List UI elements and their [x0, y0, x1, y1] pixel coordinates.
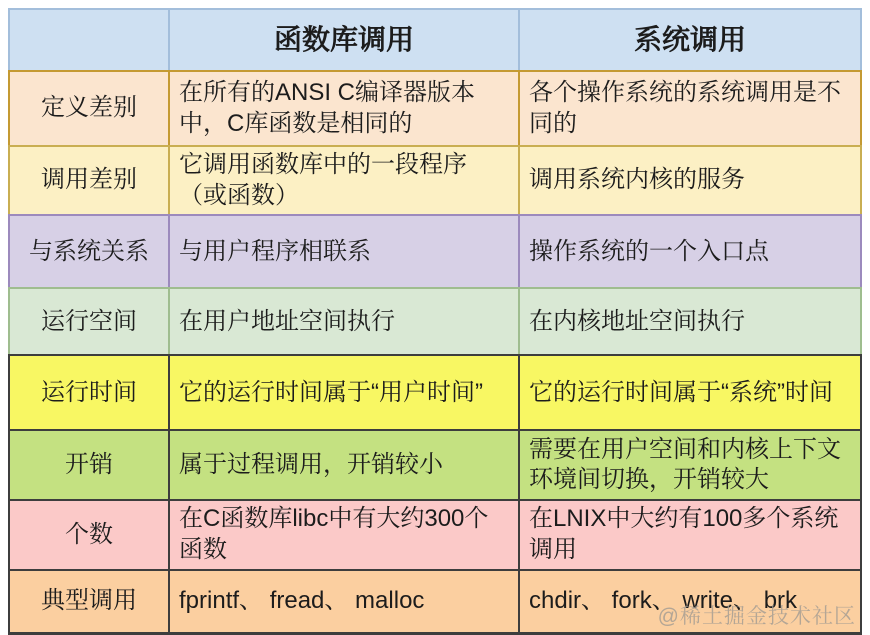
library-call-cell: 在用户地址空间执行	[168, 287, 518, 354]
system-call-cell: 操作系统的一个入口点	[518, 214, 862, 287]
system-call-cell: 各个操作系统的系统调用是不同的	[518, 70, 862, 145]
watermark: @稀土掘金技术社区	[657, 605, 856, 628]
header-cell-library-call: 函数库调用	[168, 8, 518, 70]
system-call-cell: 调用系统内核的服务	[518, 145, 862, 214]
table-row	[8, 70, 862, 145]
system-call-cell: 需要在用户空间和内核上下文环境间切换，开销较大	[518, 429, 862, 499]
table-row	[8, 569, 862, 635]
library-call-cell: 它的运行时间属于“用户时间”	[168, 354, 518, 429]
system-call-cell: 在LNIX中大约有100多个系统调用	[518, 499, 862, 568]
system-call-cell: chdir、 fork、 write、 brk	[518, 569, 862, 635]
table-row	[8, 287, 862, 354]
system-call-cell: 它的运行时间属于“系统”时间	[518, 354, 862, 429]
table-row	[8, 145, 862, 214]
row-label-cell: 定义差别	[8, 70, 168, 145]
library-call-cell: 它调用函数库中的一段程序（或函数）	[168, 145, 518, 214]
library-call-cell: 在所有的ANSI C编译器版本中，C库函数是相同的	[168, 70, 518, 145]
table-row	[8, 499, 862, 568]
table-row	[8, 214, 862, 287]
table-row	[8, 354, 862, 429]
header-cell-system-call: 系统调用	[518, 8, 862, 70]
library-call-cell: 与用户程序相联系	[168, 214, 518, 287]
comparison-table	[8, 8, 862, 635]
header-cell-empty	[8, 8, 168, 70]
row-label-cell: 开销	[8, 429, 168, 499]
library-call-cell: 属于过程调用，开销较小	[168, 429, 518, 499]
row-label-cell: 个数	[8, 499, 168, 568]
header-row	[8, 8, 862, 70]
row-label-cell: 典型调用	[8, 569, 168, 635]
table-row	[8, 429, 862, 499]
library-call-cell: fprintf、 fread、 malloc	[168, 569, 518, 635]
row-label-cell: 运行时间	[8, 354, 168, 429]
row-label-cell: 与系统关系	[8, 214, 168, 287]
row-label-cell: 调用差别	[8, 145, 168, 214]
library-call-cell: 在C函数库libc中有大约300个函数	[168, 499, 518, 568]
row-label-cell: 运行空间	[8, 287, 168, 354]
system-call-cell: 在内核地址空间执行	[518, 287, 862, 354]
